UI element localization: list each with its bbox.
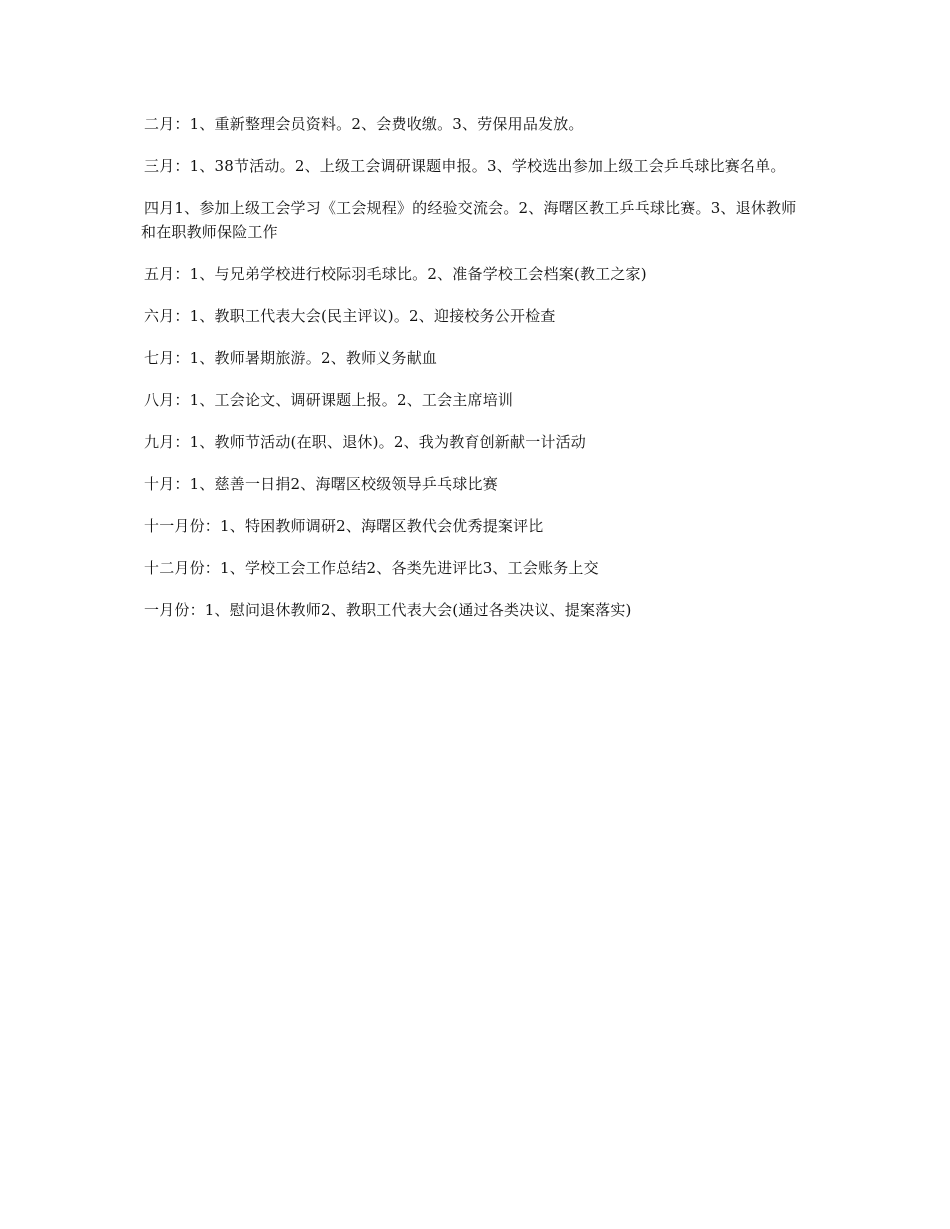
paragraph-november: 十一月份：1、特困教师调研2、海曙区教代会优秀提案评比 [144, 517, 544, 535]
document-body [141, 112, 809, 640]
paragraph-april: 四月1、参加上级工会学习《工会规程》的经验交流会。2、海曙区教工乒乓球比赛。3、退休教师和在职教师保险工作 [141, 199, 797, 241]
paragraph-june: 六月：1、教职工代表大会(民主评议)。2、迎接校务公开检查 [144, 307, 556, 325]
paragraph-august: 八月：1、工会论文、调研课题上报。2、工会主席培训 [144, 391, 514, 409]
paragraph-october: 十月：1、慈善一日捐2、海曙区校级领导乒乓球比赛 [144, 475, 498, 493]
paragraph-december: 十二月份：1、学校工会工作总结2、各类先进评比3、工会账务上交 [144, 559, 599, 577]
paragraph-may: 五月：1、与兄弟学校进行校际羽毛球比。2、准备学校工会档案(教工之家) [144, 265, 647, 283]
paragraph-september: 九月：1、教师节活动(在职、退休)。2、我为教育创新献一计活动 [144, 433, 586, 451]
paragraph-january: 一月份：1、慰问退休教师2、教职工代表大会(通过各类决议、提案落实) [144, 601, 632, 619]
paragraph-february: 二月：1、重新整理会员资料。2、会费收缴。3、劳保用品发放。 [144, 115, 584, 133]
paragraph-march: 三月：1、38节活动。2、上级工会调研课题申报。3、学校选出参加上级工会乒乓球比赛名单。 [144, 157, 786, 175]
paragraph-july: 七月：1、教师暑期旅游。2、教师义务献血 [144, 349, 438, 367]
